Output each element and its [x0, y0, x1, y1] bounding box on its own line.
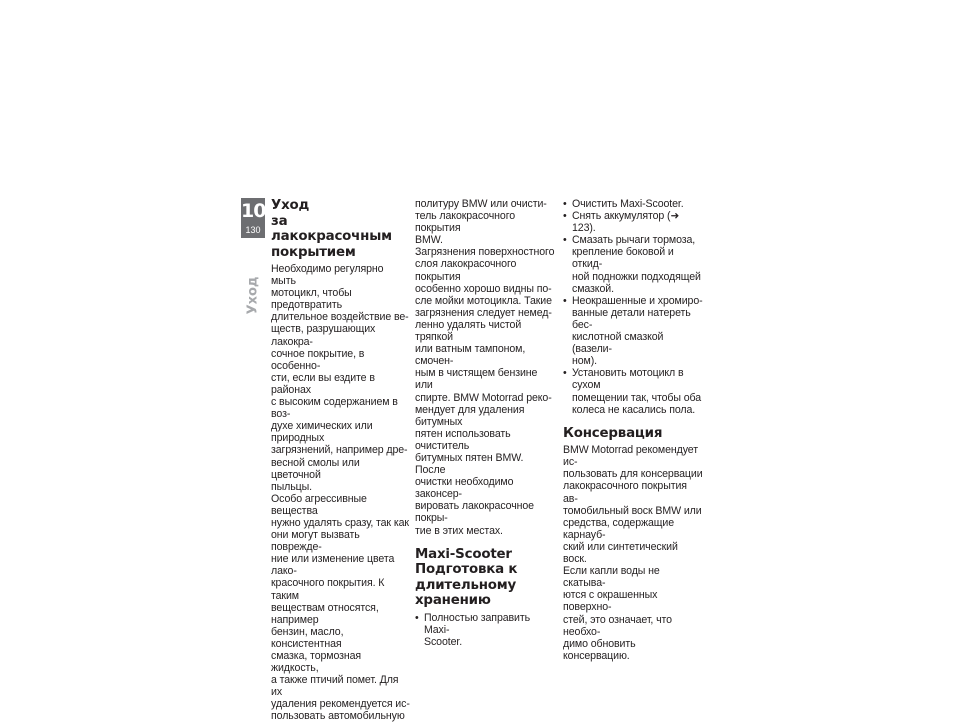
chapter-number: 10	[241, 200, 266, 222]
list-item: • Полностью заправить Maxi- Scooter.	[415, 612, 555, 648]
side-chapter-label	[240, 265, 266, 325]
list-item: • Снять аккумулятор (➜ 123).	[563, 210, 703, 234]
page-number: 130	[245, 225, 261, 235]
bullet-list	[563, 198, 703, 416]
side-chapter-label-text: Уход	[245, 276, 261, 314]
list-item: • Смазать рычаги тормоза, крепление боковой и откид- ной подножки подходящей смазкой.	[563, 234, 703, 294]
column-3	[563, 198, 703, 662]
paragraph: Необходимо регулярно мыть мотоцикл, чтобы предотвратить длительное воздействие ве- ществ, разрушающих лакокра- сочное покрытие, в особенно- сти, если вы ездите в районах с высоким содержанием в воз- духе химических или природных загрязнений, например дре- весной смолы или цветочной пыльцы.	[271, 263, 409, 493]
paragraph: политуру BMW или очисти- тель лакокрасочного покрытия BMW.	[415, 198, 547, 247]
paragraph: Особо агрессивные вещества нужно удалять сразу, так как они могут вызвать поврежде- ние или изменение цвета лако- красочного покрытия. К таким веществам относятся, например бензин, масло, консистентная смазка, тормозная жидкость, а также птичий помет. Для их удаления рекомендуется ис- пользовать автомобильную	[271, 492, 410, 723]
list-item: • Неокрашенные и хромиро- ванные детали натереть бес- кислотной смазкой (вазели- ном).	[563, 295, 703, 368]
paragraph: Если капли воды не скатыва- ются с окрашенных поверхно- стей, это означает, что необхо- димо обновить консервацию.	[563, 565, 672, 662]
column-2	[415, 198, 555, 648]
paragraph: Загрязнения поверхностного слоя лакокрасочного покрытия особенно хорошо видны по- сле мойки мотоцикла. Такие загрязнения следует немед- ленно удалять чистой тряпкой или ватным тампоном, смочен- ным в чистящем бензине или спирте. BMW Motorrad реко- мендует для удаления битумных пятен использовать очиститель битумных пятен BMW. После очистки необходимо законсер- вировать лакокрасочное покры- тие в этих местах.	[415, 246, 555, 537]
paragraph: BMW Motorrad рекомендует ис- пользовать для консервации лакокрасочного покрытия ав- томобильный воск BMW или средства, содержащие карнауб- ский или синтетический воск.	[563, 444, 703, 566]
column-1	[271, 198, 411, 723]
section-heading-storage: Maxi-Scooter Подготовка к длительному хранению	[415, 546, 518, 609]
section-heading-conservation: Консервация	[563, 425, 663, 441]
section-heading-paint-care: Уход за лакокрасочным покрытием	[271, 198, 392, 260]
list-item: • Установить мотоцикл в сухом помещении так, чтобы оба колеса не касались пола.	[563, 367, 703, 415]
list-item: • Очистить Maxi-Scooter.	[563, 198, 703, 210]
bullet-list	[415, 612, 555, 648]
chapter-tab	[241, 198, 265, 238]
